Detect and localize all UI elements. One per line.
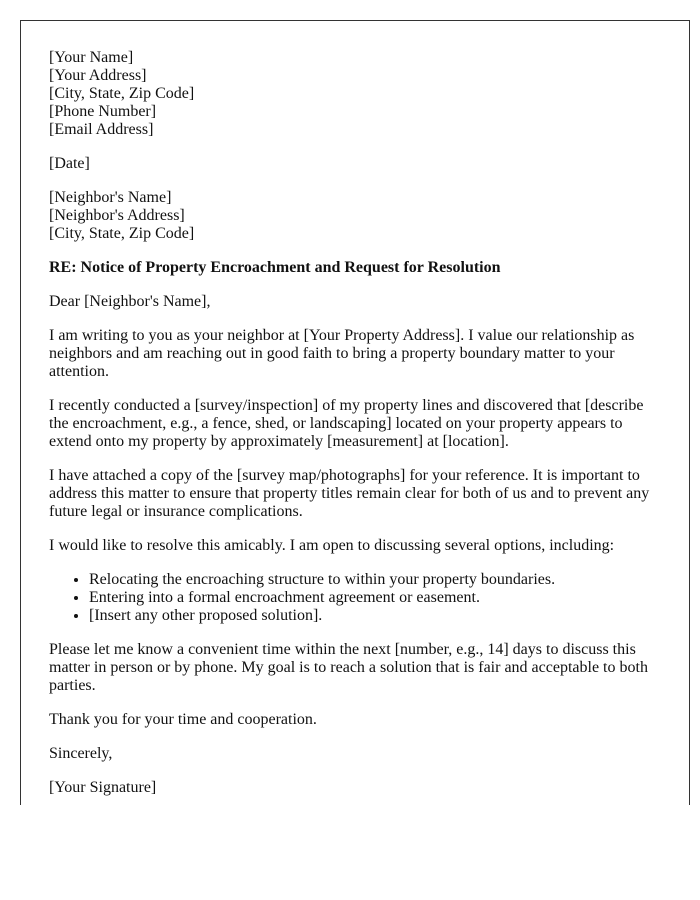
body-paragraph-discovery: I recently conducted a [survey/inspection] of my property lines and discovered that [describe the encroachment, e.g., a fence, shed, or landscaping] located on your property appears to extend onto my property by approximately [measurement] at [location]. [49,397,644,450]
signature: [Your Signature] [49,779,157,796]
list-item: • [Insert any other proposed solution]. [89,607,661,625]
sender-city-state-zip: [City, State, Zip Code] [49,85,195,102]
sender-phone: [Phone Number] [49,103,157,120]
recipient-address: [Neighbor's Address] [49,207,185,224]
sender-name: [Your Name] [49,49,134,66]
body-paragraph-thanks: Thank you for your time and cooperation. [49,711,317,728]
recipient-name: [Neighbor's Name] [49,189,172,206]
subject-line: RE: Notice of Property Encroachment and Request for Resolution [49,259,501,276]
sender-address: [Your Address] [49,67,147,84]
letter-document [20,20,690,805]
sender-email: [Email Address] [49,121,154,138]
recipient-block [49,189,661,243]
salutation: Dear [Neighbor's Name], [49,293,211,310]
list-item: • Relocating the encroaching structure to within your property boundaries. [89,571,661,589]
recipient-city-state-zip: [City, State, Zip Code] [49,225,195,242]
sign-off: Sincerely, [49,745,113,762]
body-paragraph-request: Please let me know a convenient time within the next [number, e.g., 14] days to discuss this matter in person or by phone. My goal is to reach a solution that is fair and acceptable to both parties. [49,641,648,694]
options-list [49,571,661,625]
body-paragraph-attachment: I have attached a copy of the [survey map/photographs] for your reference. It is important to address this matter to ensure that property titles remain clear for both of us and to prevent any future legal or insurance complications. [49,467,650,520]
list-item: • Entering into a formal encroachment agreement or easement. [89,589,661,607]
letter-date: [Date] [49,155,90,172]
body-paragraph-options-intro: I would like to resolve this amicably. I am open to discussing several options, including: [49,537,615,554]
body-paragraph-intro: I am writing to you as your neighbor at [Your Property Address]. I value our relationship as neighbors and am reaching out in good faith to bring a property boundary matter to your attention. [49,327,635,380]
sender-block [49,49,661,139]
